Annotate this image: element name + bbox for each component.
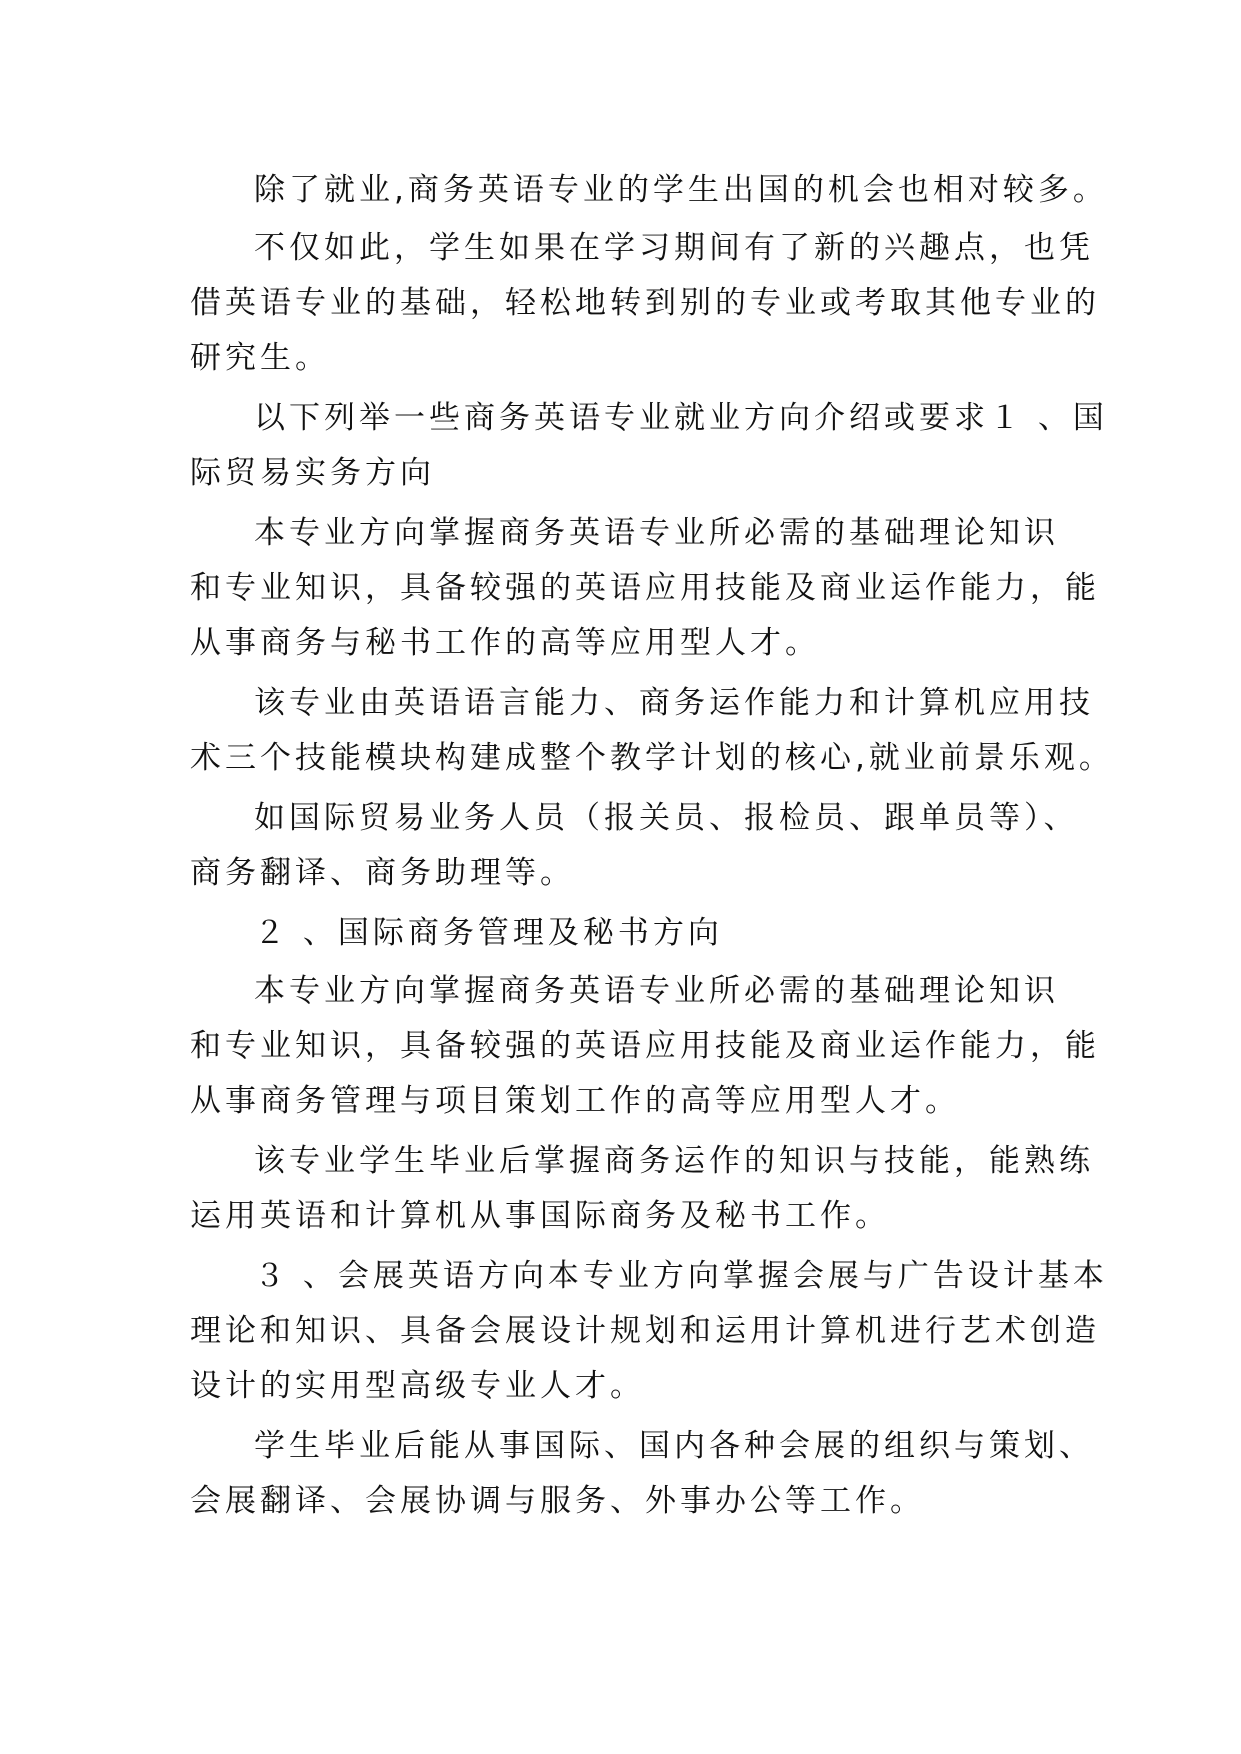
text-line: 运用英语和计算机从事国际商务及秘书工作。	[190, 1198, 890, 1234]
text-line: 如国际贸易业务人员（报关员、报检员、跟单员等）、	[254, 800, 1079, 836]
text-line: 术三个技能模块构建成整个教学计划的核心,就业前景乐观。	[190, 740, 1114, 776]
text-line: 从事商务与秘书工作的高等应用型人才。	[190, 625, 820, 661]
text-line: 借英语专业的基础，轻松地转到别的专业或考取其他专业的	[190, 285, 1100, 321]
text-line: ３ 、会展英语方向本专业方向掌握会展与广告设计基本	[254, 1258, 1108, 1294]
text-line: 设计的实用型高级专业人才。	[190, 1368, 645, 1404]
text-line: 除了就业,商务英语专业的学生出国的机会也相对较多。	[254, 172, 1108, 208]
text-line: 本专业方向掌握商务英语专业所必需的基础理论知识	[254, 515, 1059, 551]
text-line: 本专业方向掌握商务英语专业所必需的基础理论知识	[254, 973, 1059, 1009]
text-line: 理论和知识、具备会展设计规划和运用计算机进行艺术创造	[190, 1313, 1100, 1349]
text-line: 和专业知识，具备较强的英语应用技能及商业运作能力，能	[190, 570, 1100, 606]
text-line: 商务翻译、商务助理等。	[190, 855, 575, 891]
text-line: 该专业由英语语言能力、商务运作能力和计算机应用技	[254, 685, 1094, 721]
text-line: ２ 、国际商务管理及秘书方向	[254, 915, 723, 951]
text-line: 会展翻译、会展协调与服务、外事办公等工作。	[190, 1483, 925, 1519]
text-line: 学生毕业后能从事国际、国内各种会展的组织与策划、	[254, 1428, 1094, 1464]
text-line: 际贸易实务方向	[190, 455, 435, 491]
text-line: 从事商务管理与项目策划工作的高等应用型人才。	[190, 1083, 960, 1119]
text-line: 不仅如此，学生如果在学习期间有了新的兴趣点，也凭	[254, 230, 1094, 266]
text-line: 该专业学生毕业后掌握商务运作的知识与技能，能熟练	[254, 1143, 1094, 1179]
text-line: 和专业知识，具备较强的英语应用技能及商业运作能力，能	[190, 1028, 1100, 1064]
text-line: 研究生。	[190, 340, 330, 376]
text-line: 以下列举一些商务英语专业就业方向介绍或要求１ 、国	[254, 400, 1108, 436]
